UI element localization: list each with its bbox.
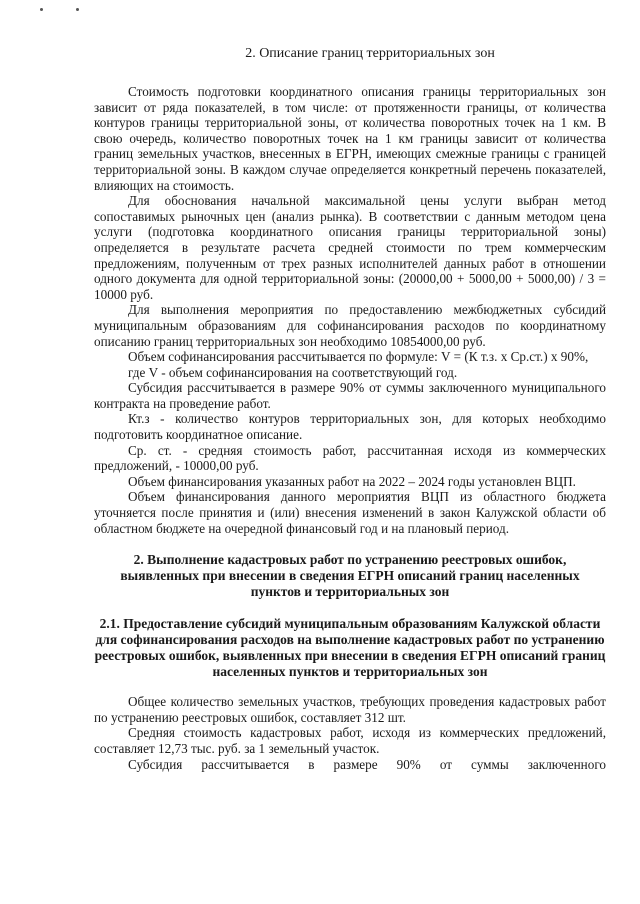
paragraph: Субсидия рассчитывается в размере 90% от суммы заключенного	[128, 756, 606, 772]
paragraph: Для выполнения мероприятия по предоставлению межбюджетных субсидий муниципальным образованиям для софинансирования расходов по координатному описанию границ территориальных зон необходимо 10854000,00 руб.	[94, 302, 606, 349]
paragraph: Ср. ст. - средняя стоимость работ, рассчитанная исходя из коммерческих предложений, - 10000,00 руб.	[94, 442, 606, 474]
paragraph: где V - объем софинансирования на соответствующий год.	[128, 364, 458, 380]
heading-2-1: 2.1. Предоставление субсидий муниципальным образованиям Калужской области для софинансирования расходов на выполнение кадастровых работ по устранению реестровых ошибок, выявленных при внесении в сведения ЕГРН описаний границ населенных пунктов и территориальных зон	[94, 616, 606, 680]
document-body	[94, 46, 606, 772]
section-title: 2. Описание границ территориальных зон	[245, 46, 495, 61]
heading-2: 2. Выполнение кадастровых работ по устранению реестровых ошибок, выявленных при внесении в сведения ЕГРН описаний границ населенных пунктов и территориальных зон	[120, 552, 580, 600]
paragraph: Объем софинансирования рассчитывается по формуле: V = (К т.з. х Ср.ст.) х 90%,	[128, 349, 589, 365]
paragraph: Для обоснования начальной максимальной цены услуги выбран метод сопоставимых рыночных цен (анализ рынка). В соответствии с данным методом цена услуги (подготовка координатного описания границы территориальной зоны) определяется в результате расчета средней стоимости по трем коммерческим предложениям, полученным от трех разных исполнителей данных работ в отношении одного документа для одной территориальной зоны: (20000,00 + 5000,00 + 5000,00) / 3 = 10000 руб.	[94, 193, 606, 302]
paragraph: Кт.з - количество контуров территориальных зон, для которых необходимо подготовить координатное описание.	[94, 411, 606, 443]
paragraph: Субсидия рассчитывается в размере 90% от суммы заключенного муниципального контракта на проведение работ.	[94, 380, 606, 411]
paragraph: Объем финансирования указанных работ на 2022 – 2024 годы установлен ВЦП.	[128, 473, 576, 489]
paragraph: Объем финансирования данного мероприятия ВЦП из областного бюджета уточняется после принятия и (или) внесения изменений в закон Калужской области об областном бюджете на очередной финансовый год и на плановый период.	[94, 489, 606, 536]
scan-mark	[40, 8, 43, 11]
paragraph: Общее количество земельных участков, требующих проведения кадастровых работ по устранению реестровых ошибок, составляет 312 шт.	[94, 694, 606, 725]
paragraph: Стоимость подготовки координатного описания границы территориальных зон зависит от ряда показателей, в том числе: от протяженности границы, от количества контуров границы территориальной зоны, от количества поворотных точек на 1 км. В свою очередь, количество поворотных точек на 1 км границы зависит от количества границ земельных участков, внесенных в ЕГРН, имеющих смежные границы с границей территориальной зоны. В каждом случае определяется конкретный перечень показателей, влияющих на стоимость.	[94, 84, 606, 193]
scan-mark	[76, 8, 79, 11]
paragraph: Средняя стоимость кадастровых работ, исходя из коммерческих предложений, составляет 12,73 тыс. руб. за 1 земельный участок.	[94, 725, 606, 756]
